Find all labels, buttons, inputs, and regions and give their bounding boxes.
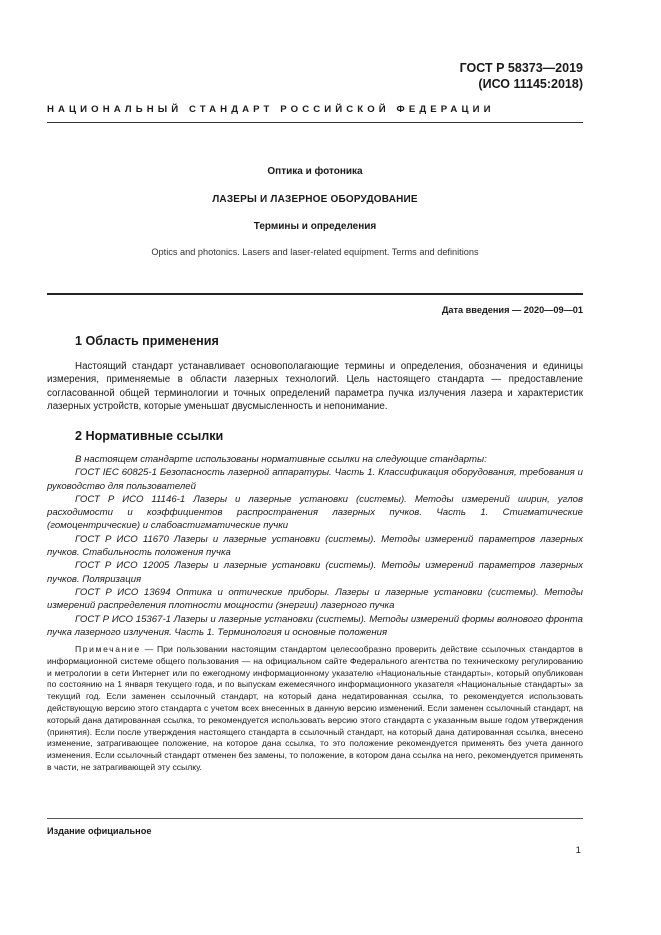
section1-text: Настоящий стандарт устанавливает основополагающие термины и определения, обозначения и единицы измерения, применяемые в области лазерных технологий. Цель настоящего стандарта — предоставление согласованной общей терминологии и точных определений параметра пучка излучения лазера и характеристик лазерных устройств, которые уменьшат двусмысленность и непонимание. — [47, 361, 583, 412]
standard-designation — [460, 60, 583, 92]
title-group: Оптика и фотоника — [267, 166, 363, 177]
section2-heading: 2 Нормативные ссылки — [75, 429, 224, 443]
references-intro: В настоящем стандарте использованы нормативные ссылки на следующие стандарты: — [75, 454, 487, 465]
header-divider — [47, 122, 583, 123]
page-number: 1 — [575, 845, 581, 856]
standard-number: ГОСТ Р 58373—2019 — [459, 61, 583, 75]
note-label: Примечание — [75, 644, 141, 654]
reference-item: ГОСТ IEC 60825-1 Безопасность лазерной аппаратуры. Часть 1. Классификация оборудования, требования и руководство для пользователей — [47, 467, 583, 492]
title-english: Optics and photonics. Lasers and laser-related equipment. Terms and definitions — [151, 247, 479, 257]
reference-item: ГОСТ Р ИСО 13694 Оптика и оптические приборы. Лазеры и лазерные установки (системы). Методы измерений распределения плотности мощности (энергии) лазерного пучка — [47, 586, 583, 612]
introduction-date: Дата введения — 2020—09—01 — [441, 305, 583, 315]
edition-label: Издание официальное — [47, 826, 152, 836]
references-note — [47, 644, 583, 774]
reference-item: ГОСТ Р ИСО 11670 Лазеры и лазерные установки (системы). Методы измерений параметров лазерных пучков. Стабильность положения пучка — [47, 533, 583, 559]
section1-heading: 1 Область применения — [75, 334, 219, 348]
reference-item: ГОСТ Р ИСО 11146-1 Лазеры и лазерные установки (системы). Методы измерений ширин, углов расходимости и коэффициентов распространения лазерных пучков. Часть 1. Стигматические (гомоцентрические) и слабоастигматические пучки — [47, 493, 583, 532]
reference-item: ГОСТ Р ИСО 15367-1 Лазеры и лазерные установки (системы). Методы измерений формы волнового фронта пучка лазерного излучения. Часть 1. Терминология и основные положения — [47, 613, 583, 638]
reference-item: ГОСТ Р ИСО 12005 Лазеры и лазерные установки (системы). Методы измерений параметров лазерных пучков. Поляризация — [47, 560, 583, 585]
national-standard-banner: НАЦИОНАЛЬНЫЙ СТАНДАРТ РОССИЙСКОЙ ФЕДЕРАЦИИ — [47, 104, 495, 115]
title-divider — [47, 293, 583, 295]
note-text: — При пользовании настоящим стандартом целесообразно проверить действие ссылочных стандартов в информационной системе общего пользования — на официальном сайте Федерального агентства по техническому регулированию и метрологии в сети Интернет или по ежегодному информационному указателю «Национальные стандарты», который опубликован по состоянию на 1 января текущего года, и по выпускам ежемесячного информационного указателя «Национальные стандарты» за текущий год. Если заменен ссылочный стандарт, на который дана недатированная ссылка, то рекомендуется использовать действующую версию этого стандарта с учетом всех внесенных в данную версию изменений. Если заменен ссылочный стандарт, на который дана датированная ссылка, то рекомендуется использовать версию этого стандарта с указанным выше годом утверждения (принятия). Если после утверждения настоящего стандарта в ссылочный стандарт, на который дана датированная ссылка, внесено изменение, затрагивающее положение, на которое дана ссылка, то это положение рекомендуется применять без учета данного изменения. Если ссылочный стандарт отменен без замены, то положение, в котором дана ссылка на него, рекомендуется применять в части, не затрагивающей эту ссылку. — [47, 644, 583, 772]
footer-divider — [47, 818, 583, 819]
title-main: ЛАЗЕРЫ И ЛАЗЕРНОЕ ОБОРУДОВАНИЕ — [212, 194, 418, 205]
iso-number: (ИСО 11145:2018) — [478, 77, 583, 91]
normative-references — [47, 453, 583, 639]
title-sub: Термины и определения — [253, 221, 377, 232]
